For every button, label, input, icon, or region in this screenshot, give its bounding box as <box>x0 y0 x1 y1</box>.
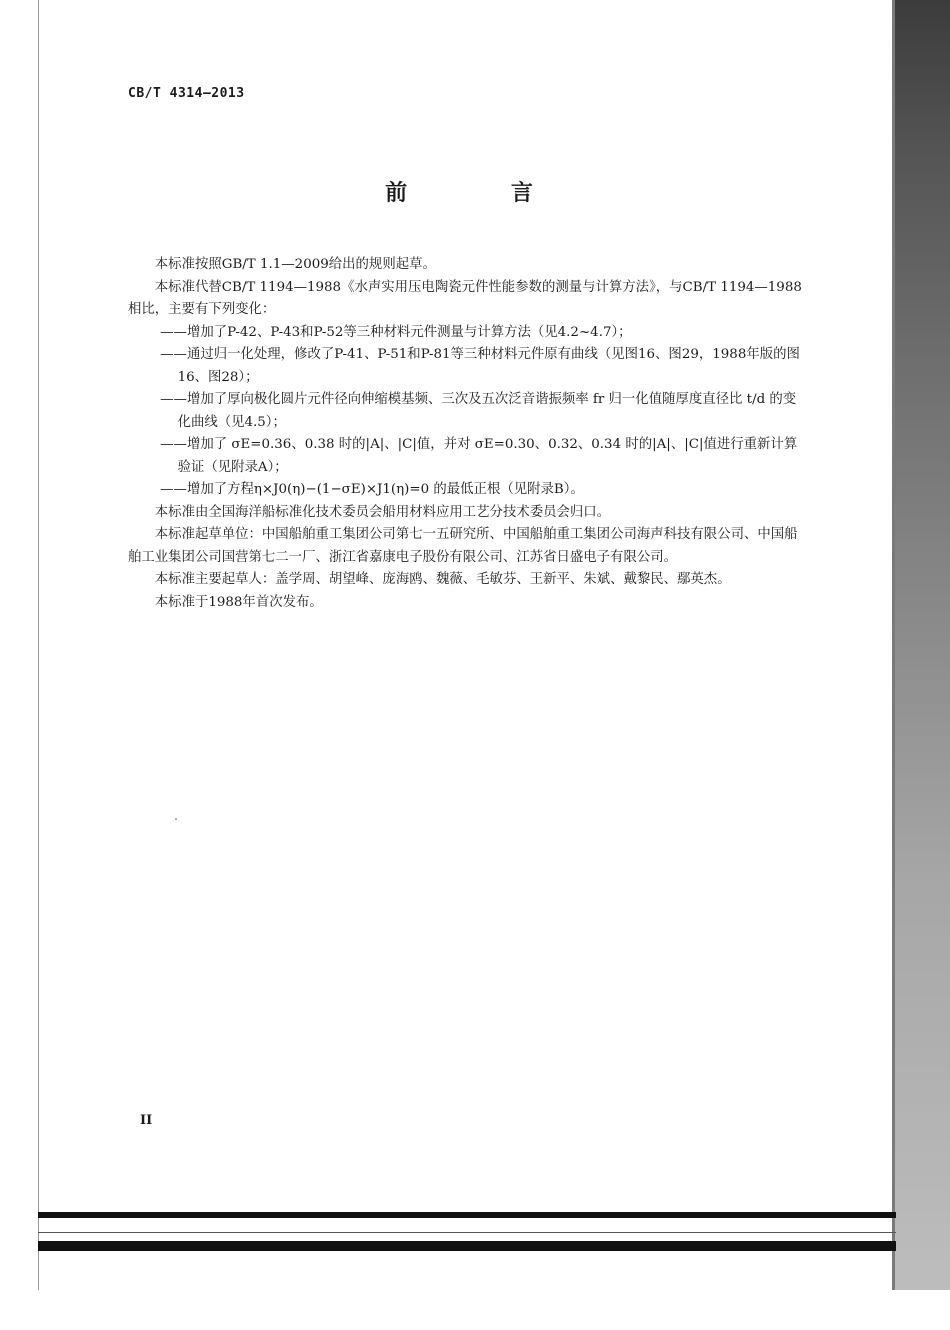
paragraph-drafting-units: 本标准起草单位：中国船舶重工集团公司第七一五研究所、中国船舶重工集团公司海声科技有限公司、中国船舶工业集团公司国营第七二一厂、浙江省嘉康电子股份有限公司、江苏省日盛电子有限公司。 <box>128 527 798 565</box>
foreword-body <box>128 254 808 614</box>
bottom-rule-thin <box>38 1232 896 1233</box>
bottom-rule-bottom <box>38 1241 896 1251</box>
change-item: ——增加了厚向极化圆片元件径向伸缩模基频、三次及五次泛音谐振频率 fr 归一化值随厚度直径比 t/d 的变化曲线（见4.5）； <box>160 392 797 430</box>
change-item: ——通过归一化处理，修改了P-41、P-51和P-81等三种材料元件原有曲线（见图16、图29，1988年版的图16、图28）； <box>160 347 800 385</box>
bottom-margin <box>0 1290 950 1330</box>
change-item: ——增加了 σE=0.36、0.38 时的|A|、|C|值，并对 σE=0.30、0.32、0.34 时的|A|、|C|值进行重新计算验证（见附录A）； <box>160 437 798 475</box>
standard-number: CB/T 4314—2013 <box>128 86 245 101</box>
page-title: 前 言 <box>385 181 581 206</box>
paragraph-drafting-rules: 本标准按照GB/T 1.1—2009给出的规则起草。 <box>154 257 436 272</box>
page-number: II <box>140 1113 153 1128</box>
paragraph-replaces: 本标准代替CB/T 1194—1988《水声实用压电陶瓷元件性能参数的测量与计算方法》，与CB/T 1194—1988相比，主要有下列变化： <box>128 279 802 317</box>
change-item: ——增加了P-42、P-43和P-52等三种材料元件测量与计算方法（见4.2~4.7）； <box>160 324 632 340</box>
change-item: ——增加了方程η×J0(η)−(1−σE)×J1(η)=0 的最低正根（见附录B）。 <box>160 482 584 497</box>
paragraph-drafters: 本标准主要起草人：盖学周、胡望峰、庞海鸥、魏薇、毛敏芬、王新平、朱斌、戴黎民、鄢英杰。 <box>154 572 731 587</box>
paragraph-committee: 本标准由全国海洋船标准化技术委员会船用材料应用工艺分技术委员会归口。 <box>154 504 611 520</box>
scan-speck <box>175 818 177 820</box>
bottom-rule-top <box>38 1212 896 1218</box>
paragraph-first-issued: 本标准于1988年首次发布。 <box>154 594 323 610</box>
